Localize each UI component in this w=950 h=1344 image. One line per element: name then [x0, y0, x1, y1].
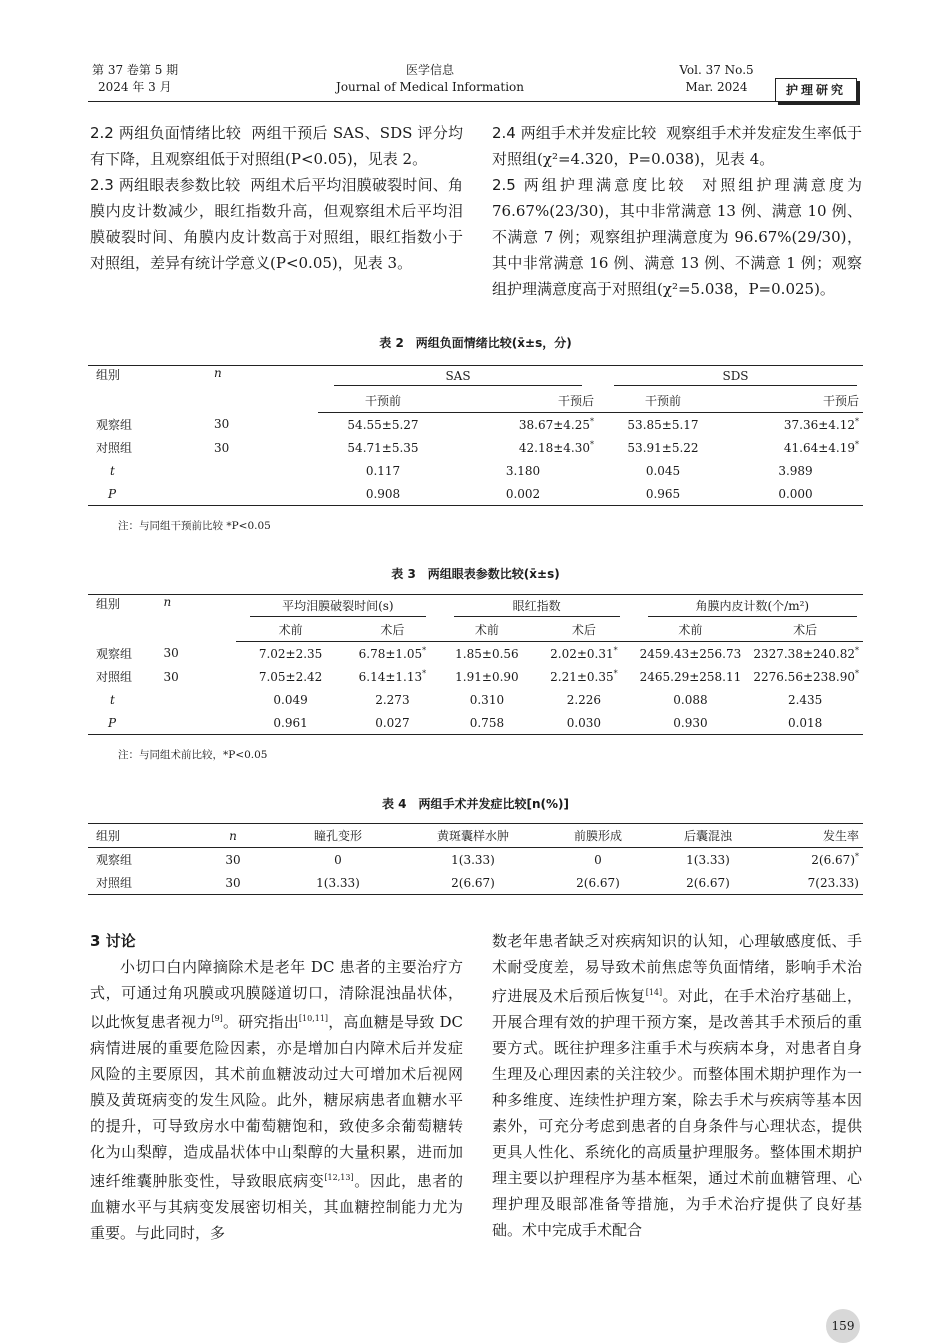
table-cell	[157, 688, 236, 711]
significance-mark: *	[422, 669, 427, 678]
table-cell: 0.310	[469, 692, 505, 707]
table-cell: 1.91±0.90	[455, 669, 519, 684]
table-3	[88, 594, 863, 735]
table-cell: 0.117	[365, 463, 401, 478]
table-3-header-cell-count: 角膜内皮计数(个/m²)	[648, 597, 857, 617]
table-2	[88, 365, 863, 506]
significance-mark: *	[855, 646, 859, 655]
heading-2-4: 2.4 两组手术并发症比较	[492, 124, 657, 142]
table-cell: 0.049	[273, 692, 308, 707]
table-cell: 2(6.67)	[653, 871, 763, 895]
table-cell: t	[110, 463, 115, 478]
table-cell: 30	[214, 417, 230, 432]
table-cell: 对照组	[88, 871, 193, 895]
table-3-header-n: n	[163, 595, 172, 609]
table-cell: 2(6.67)	[543, 871, 653, 895]
journal-issue-en	[664, 62, 769, 96]
discussion-text: 小切口白内障摘除术是老年 DC 患者的主要治疗方式，可通过角巩膜或巩膜隧道切口，清除混浊晶状体，以此恢复患者视力	[90, 958, 463, 1031]
table-cell: 38.67±4.25	[518, 418, 590, 432]
table-cell: 54.71±5.35	[347, 440, 419, 455]
text-2-4: 观察组手术并发症发生率低于对照组(χ²=4.320，P=0.038)，见表 4。	[492, 124, 862, 168]
discussion-text: 。因此，患者的血糖水平与其病变发展密切相关，其血糖控制能力尤为重要。与此同时，多	[90, 1172, 463, 1242]
table-cell: 0.045	[645, 463, 681, 478]
table-cell: 2465.29±258.11	[639, 669, 742, 684]
table-3-header-pre: 术前	[440, 618, 534, 642]
table-cell: 7.02±2.35	[258, 646, 323, 661]
table-2-note: 注：与同组干预前比较 *P<0.05	[118, 520, 271, 532]
table-cell	[157, 711, 236, 735]
table-row	[88, 642, 863, 666]
table-cell: 0.027	[345, 711, 440, 735]
page-number: 159	[826, 1309, 860, 1343]
discussion-left-column	[90, 928, 463, 1246]
journal-title-en: Journal of Medical Information	[336, 80, 524, 94]
table-cell: 0.002	[448, 482, 598, 506]
issue-date: 2024 年 3 月	[98, 80, 172, 94]
discussion-paragraph-1	[90, 954, 463, 1246]
table-cell: 2.21±0.35	[550, 670, 614, 684]
table-row	[88, 665, 863, 688]
table-4-header-group: 组别	[88, 824, 193, 848]
table-cell: 1(3.33)	[273, 871, 403, 895]
table-row	[88, 436, 863, 459]
table-cell: P	[108, 715, 117, 730]
table-row	[88, 711, 863, 735]
discussion-right-column	[492, 928, 862, 1243]
table-4-header-n: n	[229, 828, 237, 843]
significance-mark: *	[613, 646, 618, 655]
citation: [12,13]	[324, 1173, 354, 1182]
results-right-column	[492, 120, 862, 302]
paragraph-2-2	[90, 120, 463, 172]
table-row	[88, 413, 863, 437]
table-cell: 0.018	[747, 711, 863, 735]
table-cell: 37.36±4.12	[783, 418, 855, 432]
table-4-caption: 表 4 两组手术并发症比较[n(%)]	[381, 797, 570, 811]
table-cell: 0.758	[440, 711, 534, 735]
table-2-header-sas-pre: 干预前	[318, 389, 448, 413]
table-cell: 3.989	[778, 463, 813, 478]
table-cell: 30	[193, 871, 273, 895]
significance-mark: *	[590, 440, 594, 449]
paragraph-2-4	[492, 120, 862, 172]
significance-mark: *	[855, 669, 859, 678]
results-left-column	[90, 120, 463, 276]
discussion-paragraph-2	[492, 928, 862, 1243]
table-row	[88, 688, 863, 711]
table-cell: 2.435	[787, 692, 823, 707]
table-cell	[208, 459, 318, 482]
table-cell: 2327.38±240.82	[753, 647, 855, 661]
citation: [10,11]	[298, 1014, 329, 1023]
table-cell: 0.000	[728, 482, 863, 506]
table-cell: 0.930	[634, 711, 748, 735]
table-cell: 0	[594, 852, 602, 867]
header-rule	[88, 101, 778, 102]
table-3-header-post: 术后	[747, 618, 863, 642]
significance-mark: *	[613, 669, 618, 678]
table-3-header-group: 组别	[88, 595, 157, 642]
table-cell: 53.91±5.22	[627, 440, 699, 455]
table-cell: 对照组	[96, 441, 133, 455]
table-2-header-group: 组别	[88, 366, 208, 413]
significance-mark: *	[855, 440, 859, 449]
table-cell: 2(6.67)	[403, 871, 543, 895]
citation: [9]	[211, 1014, 223, 1023]
discussion-text: ，高血糖是导致 DC 病情进展的重要危险因素，亦是增加白内障术后并发症风险的主要原因，其术前血糖波动过大可增加术后视网膜及黄斑病变的发生风险。此外，糖尿病患者血糖水平的提升，可导致房水中葡萄糖饱和，致使多余葡萄糖转化为山梨醇，造成晶状体中山梨醇的大量积累，进而加速纤维囊肿胀变性，导致眼底病变	[90, 1013, 463, 1190]
text-2-2: 两组干预后 SAS、SDS 评分均有下降，且观察组低于对照组(P<0.05)，见表 2。	[90, 124, 464, 168]
table-2-header-sds: SDS	[614, 369, 857, 386]
table-cell: P	[108, 486, 117, 501]
table-cell: 6.78±1.05	[358, 647, 423, 661]
text-2-3: 两组术后平均泪膜破裂时间、角膜内皮计数减少，眼红指数升高，但观察组术后平均泪膜破裂时间、角膜内皮计数高于对照组，眼红指数小于对照组，差异有统计学意义(P<0.05)，见表 3。	[90, 176, 463, 272]
table-cell: 2.273	[375, 692, 410, 707]
table-cell: 2276.56±238.90	[753, 670, 855, 684]
table-row	[88, 482, 863, 506]
table-2-header-sds-post: 干预后	[728, 389, 863, 413]
table-cell: 41.64±4.19	[783, 441, 855, 455]
table-cell	[208, 482, 318, 506]
discussion-heading: 3 讨论	[90, 932, 136, 950]
journal-title-cn: 医学信息	[405, 63, 454, 77]
significance-mark: *	[855, 417, 859, 426]
table-cell: 观察组	[96, 853, 133, 867]
table-4-header-pupil: 瞳孔变形	[273, 824, 403, 848]
table-cell: 观察组	[96, 417, 133, 432]
table-cell: 3.180	[505, 463, 541, 478]
text-2-5: 对照组护理满意度为 76.67%(23/30)，其中非常满意 13 例、满意 10 例、不满意 7 例；观察组护理满意度为 96.67%(29/30)，其中非常满意 16 例、满意 13 例、不满意 1 例；观察组护理满意度高于对照组(χ²=5.038，P=0.025)。	[492, 176, 862, 298]
table-cell: t	[110, 692, 115, 707]
table-cell: 0.961	[236, 711, 345, 735]
table-2-header-n: n	[214, 366, 222, 380]
significance-mark: *	[855, 852, 859, 861]
table-2-header-sds-pre: 干预前	[598, 389, 728, 413]
significance-mark: *	[590, 417, 594, 426]
table-4	[88, 823, 863, 895]
table-cell: 30	[225, 852, 241, 867]
table-4-header-capsule: 后囊混浊	[653, 824, 763, 848]
citation: [14]	[645, 988, 663, 997]
table-cell: 30	[214, 440, 230, 455]
table-cell: 54.55±5.27	[347, 417, 419, 432]
table-cell: 1(3.33)	[451, 852, 495, 867]
table-cell: 2.226	[566, 692, 602, 707]
table-3-note: 注：与同组术前比较，*P<0.05	[118, 749, 268, 761]
table-cell: 7(23.33)	[763, 871, 863, 895]
table-cell: 2.02±0.31	[550, 647, 614, 661]
table-4-header-rate: 发生率	[763, 824, 863, 848]
paragraph-2-3	[90, 172, 463, 276]
table-cell: 2459.43±256.73	[639, 646, 742, 661]
discussion-text: 。研究指出	[222, 1013, 299, 1031]
table-row	[88, 848, 863, 872]
heading-2-2: 2.2 两组负面情绪比较	[90, 124, 242, 142]
table-cell: 0.088	[673, 692, 708, 707]
table-2-header-sas-post: 干预后	[448, 389, 598, 413]
discussion-text: 数老年患者缺乏对疾病知识的认知，心理敏感度低、手术耐受度差，易导致术前焦虑等负面情绪，影响手术治疗进展及术后预后恢复	[492, 932, 862, 1005]
table-row	[88, 459, 863, 482]
table-cell: 对照组	[96, 670, 133, 684]
table-cell: 1.85±0.56	[455, 646, 519, 661]
volume-issue: 第 37 卷第 5 期	[92, 63, 179, 77]
table-cell: 30	[163, 646, 179, 661]
table-2-caption: 表 2 两组负面情绪比较(x̄±s，分)	[379, 336, 572, 350]
table-3-header-tear: 平均泪膜破裂时间(s)	[250, 597, 426, 617]
table-row	[88, 871, 863, 895]
table-3-caption: 表 3 两组眼表参数比较(x̄±s)	[391, 567, 560, 581]
table-cell: 53.85±5.17	[627, 417, 699, 432]
table-2-header-sas: SAS	[334, 369, 582, 386]
section-tag: 护理研究	[775, 78, 857, 102]
table-cell: 观察组	[96, 646, 133, 661]
heading-2-3: 2.3 两组眼表参数比较	[90, 176, 241, 194]
table-cell: 6.14±1.13	[358, 670, 423, 684]
discussion-text: 。对此，在手术治疗基础上，开展合理有效的护理干预方案，是改善其手术预后的重要方式。既往护理多注重手术与疾病本身，对患者自身生理及心理因素的关注较少。而整体围术期护理作为一种多维度、连续性护理方案，除去手术与疾病等基本因素外，可充分考虑到患者的自身条件与心理状态，提供更具人性化、系统化的高质量护理服务。整体围术期护理主要以护理程序为基本框架，通过术前血糖管理、心理护理及眼部准备等措施，为手术治疗提供了良好基础。术中完成手术配合	[492, 987, 862, 1239]
issue-date-en: Mar. 2024	[685, 80, 748, 94]
table-cell: 2(6.67)	[811, 853, 855, 867]
table-cell: 42.18±4.30	[518, 441, 590, 455]
table-cell: 0.030	[534, 711, 633, 735]
table-cell: 30	[163, 669, 179, 684]
table-3-header-post: 术后	[534, 618, 633, 642]
table-3-header-post: 术后	[345, 618, 440, 642]
significance-mark: *	[422, 646, 427, 655]
heading-2-5: 2.5 两组护理满意度比较	[492, 176, 687, 194]
table-cell: 0.908	[318, 482, 448, 506]
paragraph-2-5	[492, 172, 862, 302]
table-cell: 0.965	[598, 482, 728, 506]
table-4-header-membrane: 前膜形成	[543, 824, 653, 848]
table-cell: 1(3.33)	[686, 852, 730, 867]
table-3-header-pre: 术前	[236, 618, 345, 642]
table-4-header-macular: 黄斑囊样水肿	[403, 824, 543, 848]
table-3-header-pre: 术前	[634, 618, 748, 642]
table-3-header-redness: 眼红指数	[454, 597, 620, 617]
table-cell: 7.05±2.42	[258, 669, 323, 684]
table-cell: 0	[334, 852, 342, 867]
volume-issue-en: Vol. 37 No.5	[679, 63, 754, 77]
